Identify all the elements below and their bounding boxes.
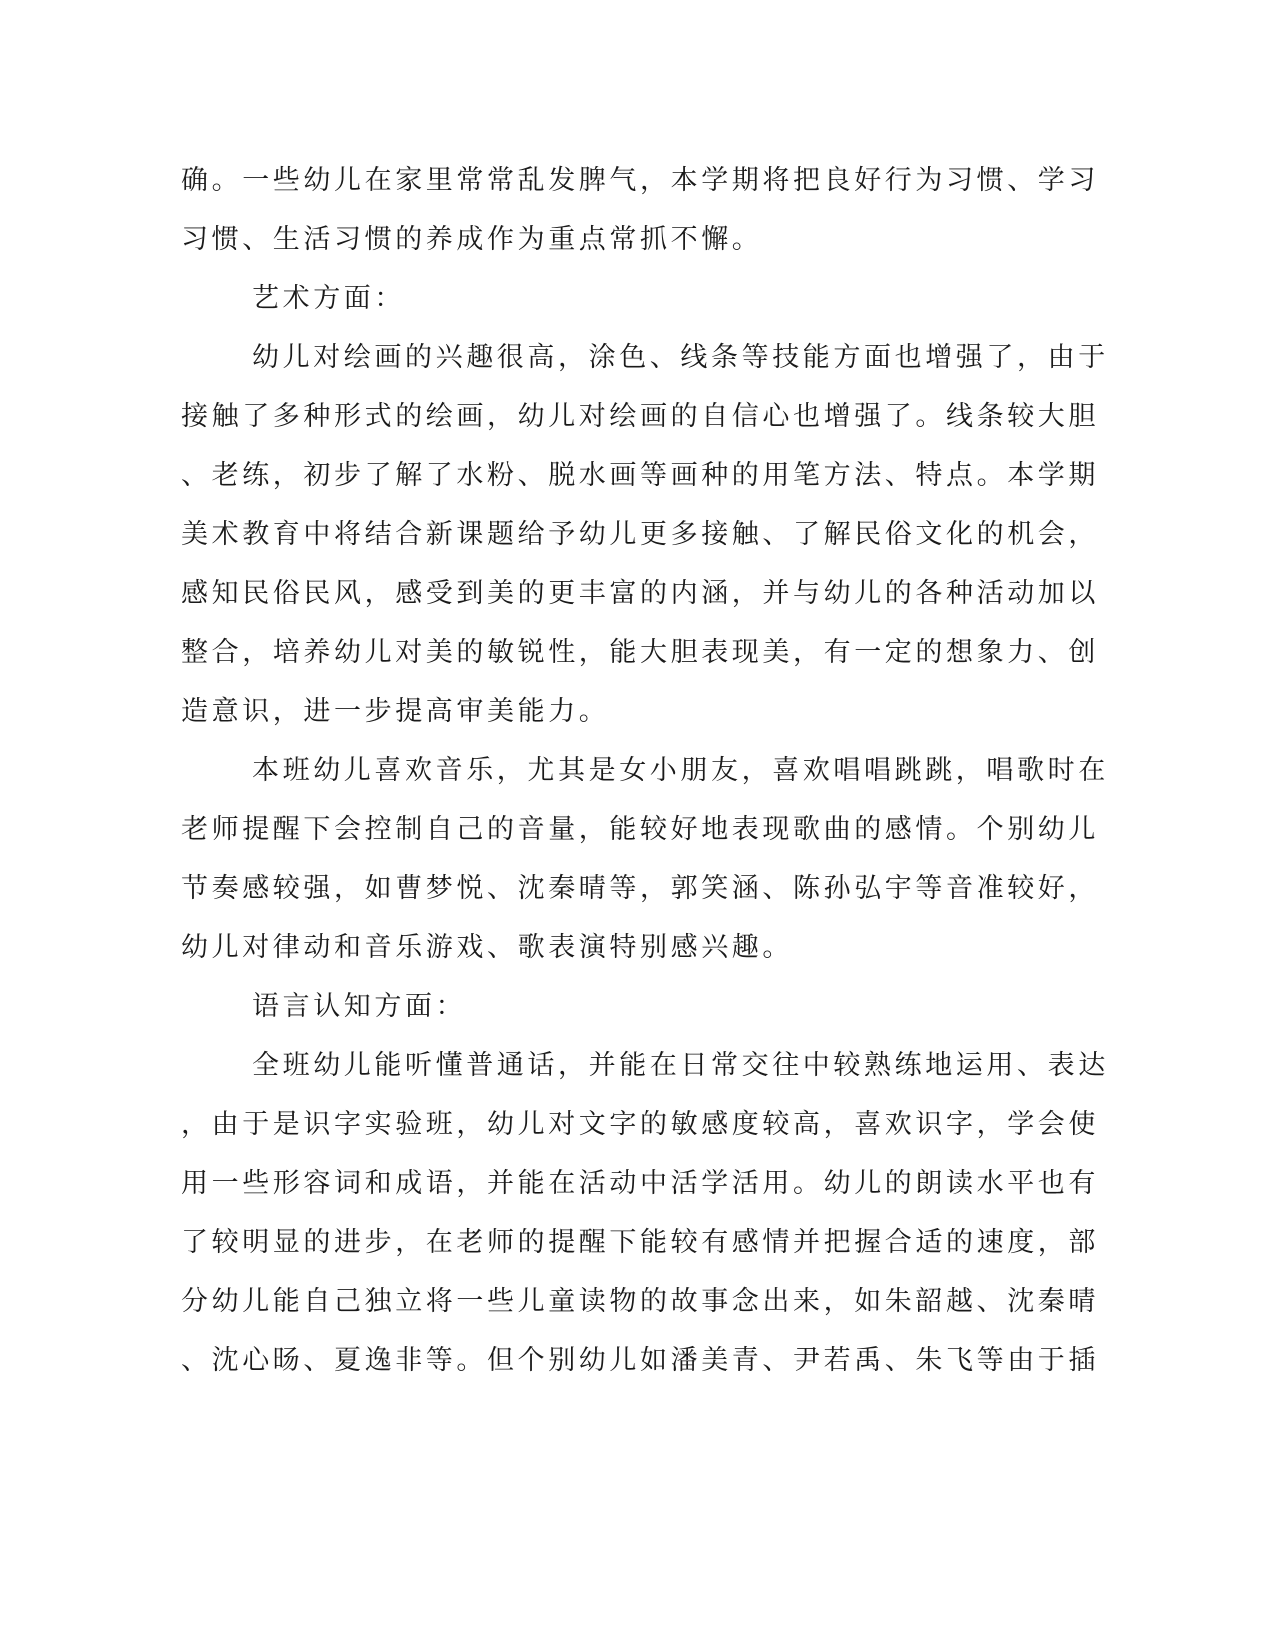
text-line: 整合，培养幼儿对美的敏锐性，能大胆表现美，有一定的想象力、创: [181, 637, 1099, 668]
text-line: 造意识，进一步提高审美能力。: [181, 696, 610, 727]
text-line: ，由于是识字实验班，幼儿对文字的敏感度较高，喜欢识字，学会使: [181, 1109, 1099, 1140]
text-line: 接触了多种形式的绘画，幼儿对绘画的自信心也增强了。线条较大胆: [181, 401, 1099, 432]
text-line: 节奏感较强，如曹梦悦、沈秦晴等，郭笑涵、陈孙弘宇等音准较好，: [181, 873, 1099, 904]
text-line: 全班幼儿能听懂普通话，并能在日常交往中较熟练地运用、表达: [252, 1050, 1109, 1081]
section-heading: 艺术方面：: [252, 283, 405, 314]
text-line: 用一些形容词和成语，并能在活动中活学活用。幼儿的朗读水平也有: [181, 1168, 1099, 1199]
text-line: 本班幼儿喜欢音乐，尤其是女小朋友，喜欢唱唱跳跳，唱歌时在: [252, 755, 1109, 786]
text-line: 分幼儿能自己独立将一些儿童读物的故事念出来，如朱韶越、沈秦晴: [181, 1286, 1099, 1317]
text-line: 习惯、生活习惯的养成作为重点常抓不懈。: [181, 224, 763, 255]
text-line: 确。一些幼儿在家里常常乱发脾气，本学期将把良好行为习惯、学习: [181, 165, 1099, 196]
text-line: 幼儿对绘画的兴趣很高，涂色、线条等技能方面也增强了，由于: [252, 342, 1109, 373]
text-line: 老师提醒下会控制自己的音量，能较好地表现歌曲的感情。个别幼儿: [181, 814, 1099, 845]
text-line: 、老练，初步了解了水粉、脱水画等画种的用笔方法、特点。本学期: [181, 460, 1099, 491]
text-line: 感知民俗民风，感受到美的更丰富的内涵，并与幼儿的各种活动加以: [181, 578, 1099, 609]
text-line: 幼儿对律动和音乐游戏、歌表演特别感兴趣。: [181, 932, 793, 963]
text-line: 、沈心旸、夏逸非等。但个别幼儿如潘美青、尹若禹、朱飞等由于插: [181, 1345, 1099, 1376]
text-line: 美术教育中将结合新课题给予幼儿更多接触、了解民俗文化的机会，: [181, 519, 1099, 550]
text-line: 了较明显的进步，在老师的提醒下能较有感情并把握合适的速度，部: [181, 1227, 1099, 1258]
section-heading: 语言认知方面：: [252, 991, 467, 1022]
